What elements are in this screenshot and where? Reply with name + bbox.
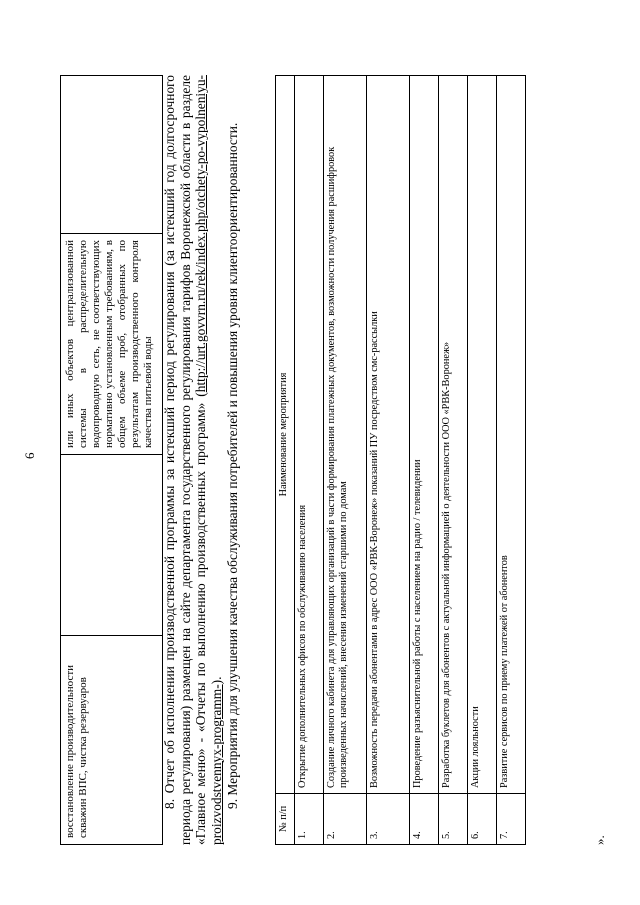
table-row: [439, 76, 468, 845]
continuation-table: [60, 75, 163, 845]
paragraph-report-text: 8. Отчет об исполнении производственной программы за истекший период регулирования (за истекший год долгосрочного периода регулирования) размещен на сайте департамента государственного регулирования тарифов Воронежской области в разделе «Главное меню» - «Отчеты по выполнению производственных программ» (: [162, 75, 208, 845]
row-name: Развитие сервисов по приему платежей от абонентов: [497, 76, 526, 794]
table-cell-empty: [61, 455, 163, 636]
report-link[interactable]: http://urt.govvrn.ru/rek/index.php/otchety-po-vypolneniyu-proizvodstvennyx-programm-: [193, 75, 224, 845]
page-number: 6: [22, 452, 37, 459]
table-row: [295, 76, 324, 845]
row-name: Открытие дополнительных офисов по обслуживанию населения: [295, 76, 324, 794]
row-number: 3.: [367, 794, 410, 845]
row-number: 7.: [497, 794, 526, 845]
row-name: Возможность передачи абонентами в адрес ООО «РВК-Воронеж» показаний ПУ посредством смс-рассылки: [367, 76, 410, 794]
table-row: [468, 76, 497, 845]
paragraph-report-end: ).: [208, 676, 224, 685]
row-name: Акции лояльности: [468, 76, 497, 794]
header-number: № п/п: [276, 794, 295, 845]
row-number: 2.: [324, 794, 367, 845]
row-number: 6.: [468, 794, 497, 845]
table-row: [324, 76, 367, 845]
table-row: [410, 76, 439, 845]
row-name: Создание личного кабинета для управляющих организаций в части формирования платежных документов, возможности получения расшифровок произведенных начислений, внесения изменений старшими по домам: [324, 76, 367, 794]
paragraph-measures-text: 9. Мероприятия для улучшения качества обслуживания потребителей и повышения уровня клиентоориентированности.: [225, 122, 240, 809]
table-row: [367, 76, 410, 845]
closing-quote: ».: [592, 835, 607, 845]
table-cell-restoration: восстановление производительности скважин ВПС, чистка резервуаров: [61, 636, 163, 845]
row-name: Разработка буклетов для абонентов с актуальной информацией о деятельности ООО «РВК-Воронеж»: [439, 76, 468, 794]
row-number: 5.: [439, 794, 468, 845]
row-number: 1.: [295, 794, 324, 845]
rotated-page: [22, 55, 607, 845]
paragraph-report: [162, 75, 224, 845]
measures-table: [275, 75, 526, 845]
paragraph-measures: [225, 75, 241, 845]
table-cell-empty-last: [61, 76, 163, 234]
header-name: Наименование мероприятия: [276, 76, 295, 794]
row-number: 4.: [410, 794, 439, 845]
table-cell-indicator: или иных объектов централизованной системы в распределительную водопроводную сеть, не соответствующих нормативно установленным требованиям, в общем объеме проб, отобранных по результатам производственного контроля качества питьевой воды: [61, 234, 163, 455]
table-row: [497, 76, 526, 845]
row-name: Проведение разъяснительной работы с населением на радио / телевидении: [410, 76, 439, 794]
